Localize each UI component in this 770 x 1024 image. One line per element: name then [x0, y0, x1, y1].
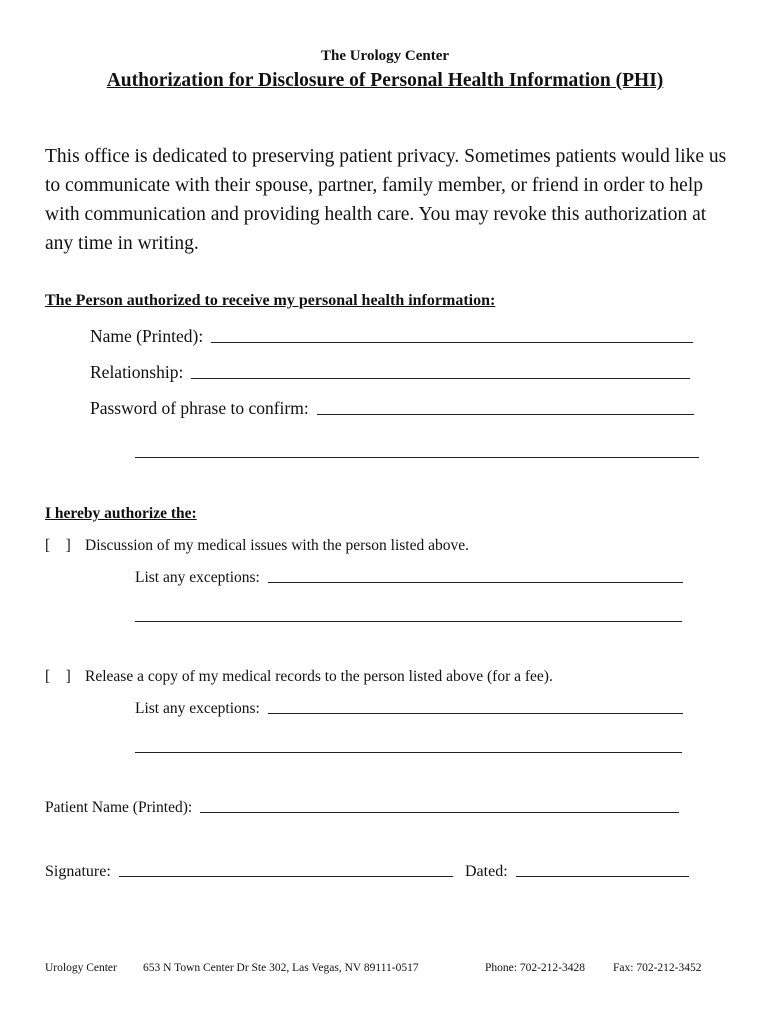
discussion-exceptions-row: [135, 569, 683, 587]
discussion-exceptions-continuation[interactable]: [135, 621, 682, 622]
signature-row: [45, 863, 453, 881]
signature-field[interactable]: [119, 876, 453, 877]
password-field[interactable]: [317, 414, 694, 415]
authorize-heading: I hereby authorize the:: [45, 505, 197, 522]
footer-org: Urology Center: [45, 962, 117, 974]
release-checkbox[interactable]: [ ]: [45, 668, 71, 685]
option-release-row: [45, 668, 553, 686]
dated-field[interactable]: [516, 876, 689, 877]
discussion-exceptions-field[interactable]: [268, 582, 683, 583]
footer: [45, 962, 725, 974]
patient-name-label: Patient Name (Printed):: [45, 799, 193, 816]
authorized-name-label: Name (Printed):: [90, 326, 204, 346]
option-discussion-row: [45, 537, 469, 555]
discussion-exceptions-label: List any exceptions:: [135, 569, 260, 586]
organization-name: The Urology Center: [320, 48, 450, 64]
authorized-name-field[interactable]: [211, 342, 693, 343]
release-exceptions-label: List any exceptions:: [135, 700, 260, 717]
relationship-row: [90, 362, 690, 383]
authorized-person-heading: The Person authorized to receive my personal health information:: [45, 292, 496, 309]
intro-paragraph: This office is dedicated to preserving patient privacy. Sometimes patients would like us to communicate with their spouse, partner, family member, or friend in order to help with communication and providing health care. You may revoke this authorization at any time in writing.: [45, 146, 727, 254]
patient-name-field[interactable]: [200, 812, 679, 813]
footer-phone: Phone: 702-212-3428: [485, 962, 585, 974]
relationship-label: Relationship:: [90, 362, 184, 382]
dated-label: Dated:: [465, 863, 508, 880]
discussion-checkbox[interactable]: [ ]: [45, 537, 71, 554]
password-label: Password of phrase to confirm:: [90, 398, 309, 418]
dated-row: [465, 863, 689, 881]
patient-name-row: [45, 799, 679, 817]
release-exceptions-field[interactable]: [268, 713, 683, 714]
footer-address: 653 N Town Center Dr Ste 302, Las Vegas, NV 89111-0517: [143, 962, 419, 974]
release-exceptions-row: [135, 700, 683, 718]
discussion-text: Discussion of my medical issues with the person listed above.: [85, 537, 469, 554]
form-title: Authorization for Disclosure of Personal Health Information (PHI): [106, 70, 664, 91]
footer-fax: Fax: 702-212-3452: [613, 962, 702, 974]
relationship-field[interactable]: [191, 378, 690, 379]
signature-label: Signature:: [45, 863, 111, 880]
password-row: [90, 398, 694, 419]
release-exceptions-continuation[interactable]: [135, 752, 682, 753]
password-field-continuation[interactable]: [135, 457, 699, 458]
release-text: Release a copy of my medical records to the person listed above (for a fee).: [85, 668, 553, 685]
authorized-name-row: [90, 326, 693, 347]
